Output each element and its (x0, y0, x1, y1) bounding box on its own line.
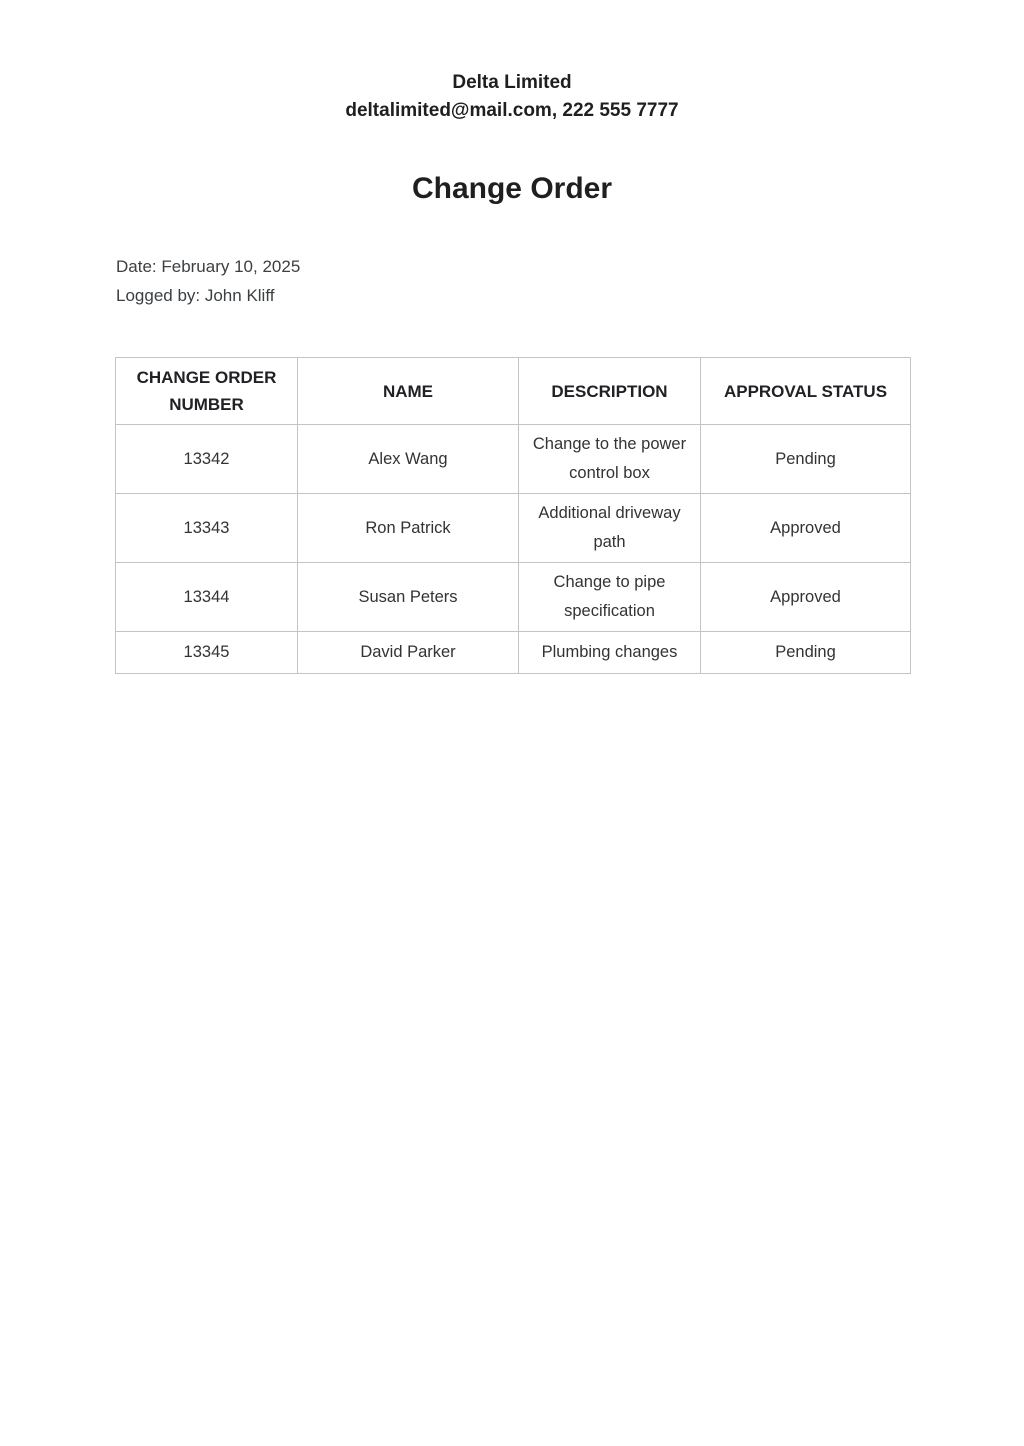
table-row (116, 494, 911, 563)
cell-description: Change to pipe specification (519, 563, 701, 632)
column-header-description: DESCRIPTION (519, 358, 701, 425)
cell-description: Plumbing changes (519, 632, 701, 674)
table-row (116, 563, 911, 632)
column-header-approval-status: APPROVAL STATUS (701, 358, 911, 425)
cell-name: Susan Peters (298, 563, 519, 632)
meta-block (116, 252, 1024, 310)
company-contact-line: deltalimited@mail.com, 222 555 7777 (345, 100, 679, 121)
table-row (116, 632, 911, 674)
logged-by-line: Logged by: John Kliff (116, 286, 275, 305)
cell-name: Alex Wang (298, 425, 519, 494)
cell-order-number: 13342 (116, 425, 298, 494)
cell-order-number: 13343 (116, 494, 298, 563)
cell-name: David Parker (298, 632, 519, 674)
cell-status: Pending (701, 425, 911, 494)
cell-description: Change to the power control box (519, 425, 701, 494)
table-header-row (116, 358, 911, 425)
cell-status: Pending (701, 632, 911, 674)
column-header-change-order-number: CHANGE ORDER NUMBER (116, 358, 298, 425)
cell-description: Additional driveway path (519, 494, 701, 563)
column-header-name: NAME (298, 358, 519, 425)
document-header (0, 0, 1024, 126)
date-line: Date: February 10, 2025 (116, 257, 301, 276)
page-title: Change Order (411, 172, 613, 205)
cell-order-number: 13344 (116, 563, 298, 632)
cell-status: Approved (701, 563, 911, 632)
cell-order-number: 13345 (116, 632, 298, 674)
company-name: Delta Limited (452, 72, 572, 93)
cell-name: Ron Patrick (298, 494, 519, 563)
table-row (116, 425, 911, 494)
change-order-table (115, 357, 911, 674)
cell-status: Approved (701, 494, 911, 563)
